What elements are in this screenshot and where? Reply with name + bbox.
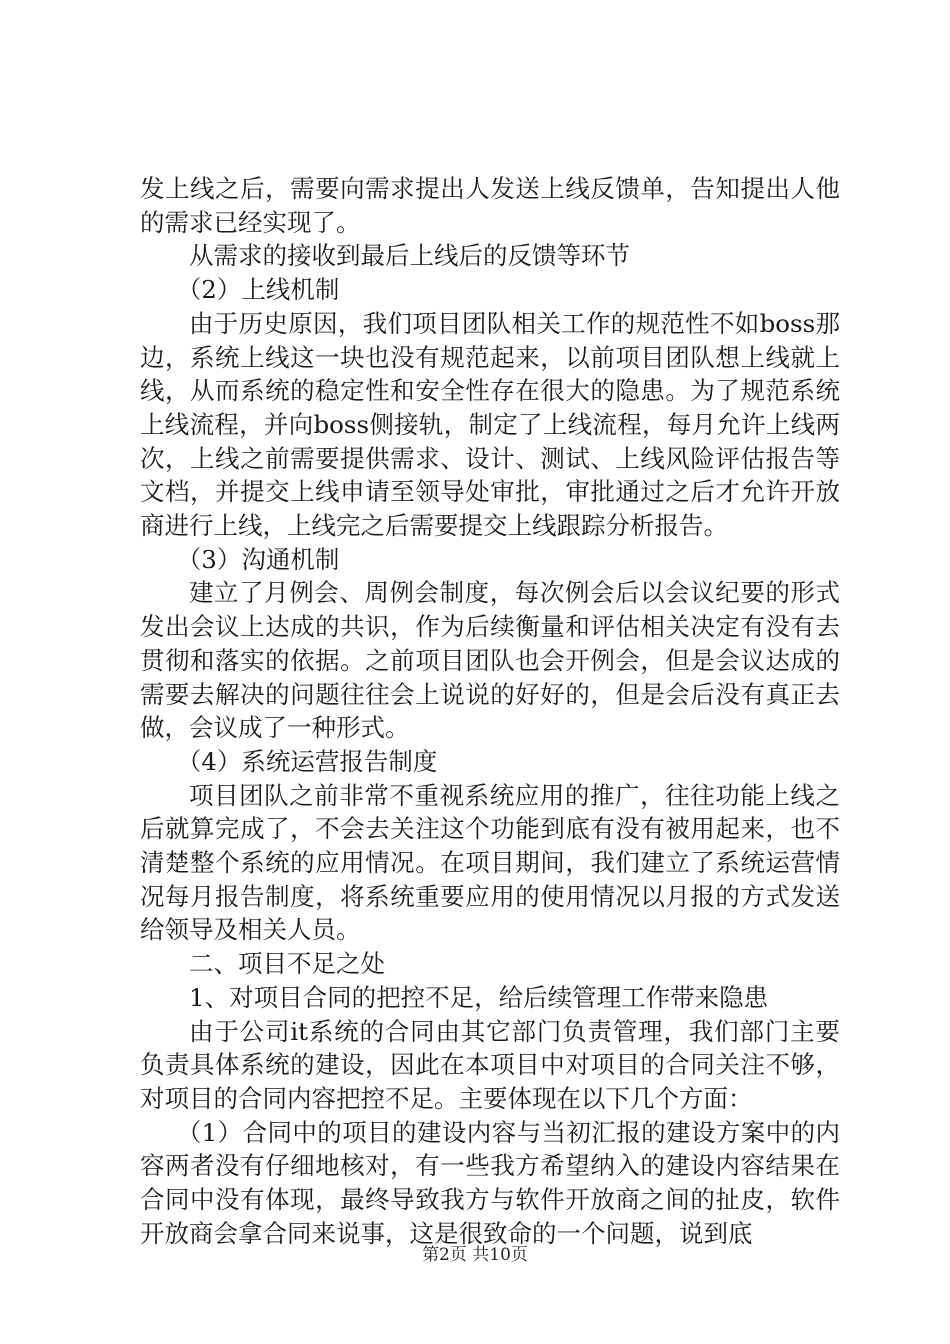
paragraph: 发上线之后，需要向需求提出人发送上线反馈单，告知提出人他的需求已经实现了。 xyxy=(140,174,840,237)
subsection-heading: 1、对项目合同的把控不足，给后续管理工作带来隐患 xyxy=(189,982,769,1012)
paragraph: 由于公司it系统的合同由其它部门负责管理，我们部门主要负责具体系统的建设，因此在本项目中对项目的合同关注不够，对项目的合同内容把控不足。主要体现在以下几个方面： xyxy=(140,1016,840,1113)
paragraph: 项目团队之前非常不重视系统应用的推广，往往功能上线之后就算完成了，不会去关注这个功能到底有没有被用起来，也不清楚整个系统的应用情况。在项目期间，我们建立了系统运营情况每月报告制度，将系统重要应用的使用情况以月报的方式发送给领导及相关人员。 xyxy=(140,780,840,945)
page-footer: 第2页 共10页 xyxy=(422,1245,528,1265)
paragraph: （1）合同中的项目的建设内容与当初汇报的建设方案中的内容两者没有仔细地核对，有一些我方希望纳入的建设内容结果在合同中没有体现，最终导致我方与软件开放商之间的扯皮，软件开放商会拿合同来说事，这是很致命的一个问题，说到底 xyxy=(140,1117,840,1248)
paragraph: 由于历史原因，我们项目团队相关工作的规范性不如boss那边，系统上线这一块也没有规范起来，以前项目团队想上线就上线，从而系统的稳定性和安全性存在很大的隐患。为了规范系统上线流程，并向boss侧接轨，制定了上线流程，每月允许上线两次，上线之前需要提供需求、设计、测试、上线风险评估报告等文档，并提交上线申请至领导处审批，审批通过之后才允许开放商进行上线，上线完之后需要提交上线跟踪分析报告。 xyxy=(140,308,840,541)
section-heading: （4）系统运营报告制度 xyxy=(176,746,438,776)
section-heading: 二、项目不足之处 xyxy=(189,949,385,979)
section-heading: （3）沟通机制 xyxy=(176,544,340,574)
section-heading: （2）上线机制 xyxy=(176,275,340,305)
paragraph: 建立了月例会、周例会制度，每次例会后以会议纪要的形式发出会议上达成的共识，作为后续衡量和评估相关决定有没有去贯彻和落实的依据。之前项目团队也会开例会，但是会议达成的需要去解决的问题往往会上说说的好好的，但是会后没有真正去做，会议成了一种形式。 xyxy=(140,578,840,743)
paragraph: 从需求的接收到最后上线后的反馈等环节 xyxy=(189,241,630,271)
document-body xyxy=(140,172,840,1251)
